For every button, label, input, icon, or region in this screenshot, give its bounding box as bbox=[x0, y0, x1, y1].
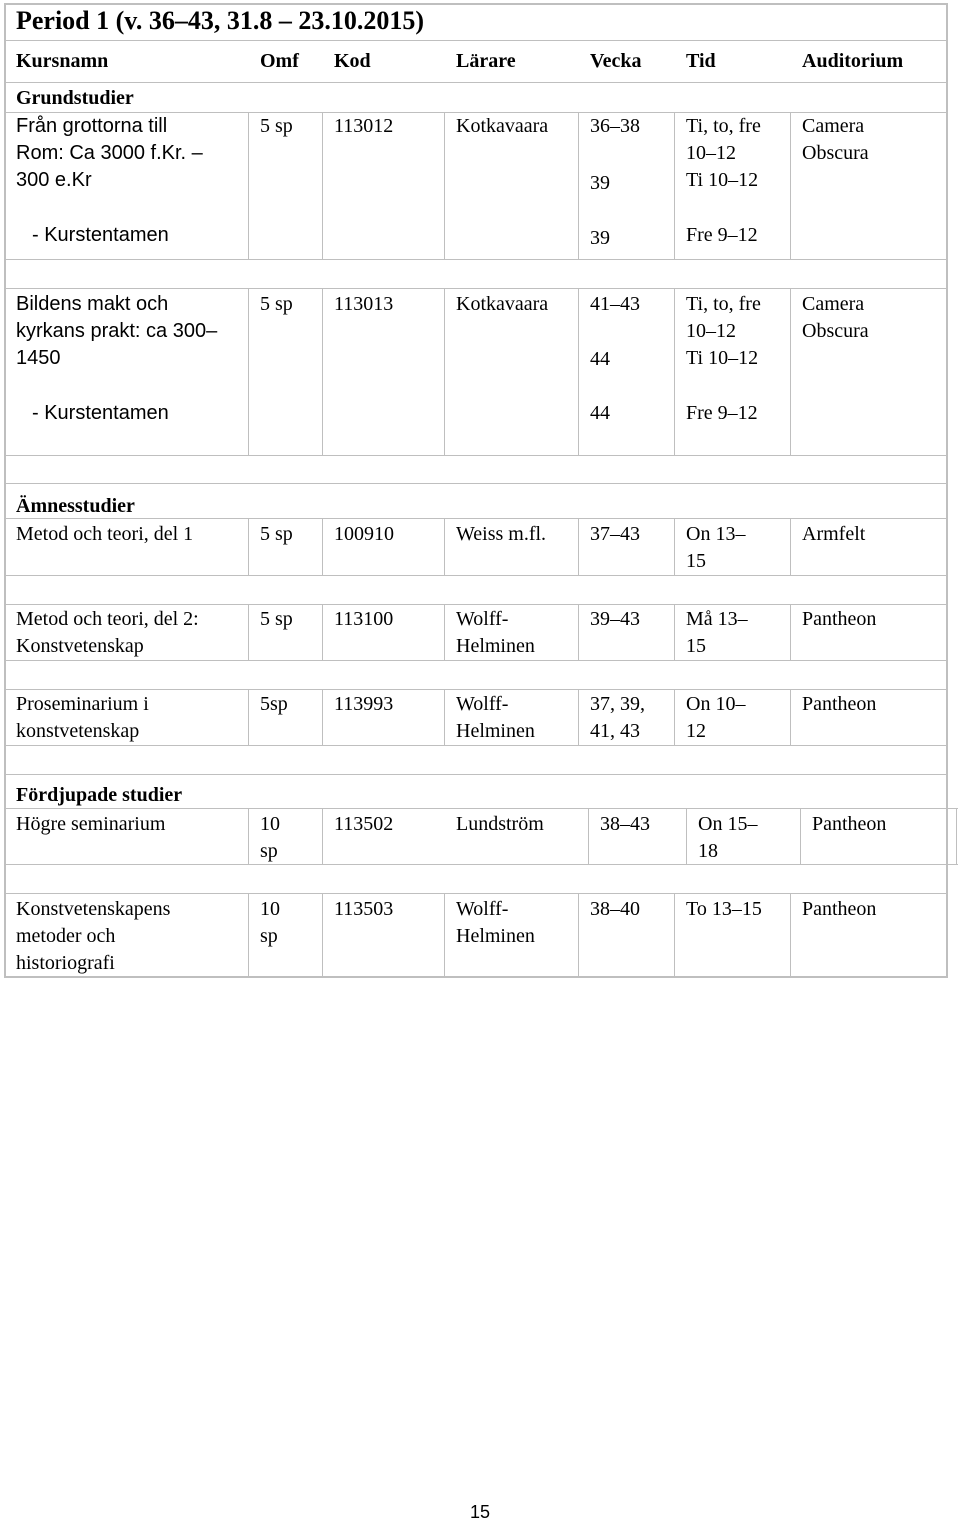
course-auditorium: Obscura bbox=[802, 320, 869, 342]
course-omf: 5 sp bbox=[260, 293, 293, 315]
exam-vecka: 44 bbox=[590, 402, 610, 424]
course-kod: 113502 bbox=[334, 813, 394, 835]
course-vecka: 37–43 bbox=[590, 523, 640, 545]
course-tid: Ti 10–12 bbox=[686, 347, 759, 369]
page-number: 15 bbox=[469, 1502, 491, 1522]
header-kursnamn: Kursnamn bbox=[16, 50, 109, 72]
course-omf: 5sp bbox=[260, 693, 288, 715]
exam-label: - Kurstentamen bbox=[32, 402, 169, 424]
exam-tid: Fre 9–12 bbox=[686, 402, 758, 424]
course-larare: Helminen bbox=[456, 925, 535, 947]
course-name-line: kyrkans prakt: ca 300– bbox=[16, 320, 218, 342]
course-omf: 10 bbox=[260, 813, 280, 835]
course-auditorium: Pantheon bbox=[802, 898, 877, 920]
section-fordjupade: Fördjupade studier bbox=[16, 784, 183, 806]
course-kod: 113993 bbox=[334, 693, 394, 715]
course-name-line: Konstvetenskap bbox=[16, 635, 144, 657]
section-grundstudier: Grundstudier bbox=[16, 87, 134, 109]
course-vecka: 41–43 bbox=[590, 293, 640, 315]
course-kod: 113013 bbox=[334, 293, 394, 315]
page-title: Period 1 (v. 36–43, 31.8 – 23.10.2015) bbox=[16, 6, 425, 35]
course-larare: Helminen bbox=[456, 720, 535, 742]
course-larare: Weiss m.fl. bbox=[456, 523, 547, 545]
course-name-line: 1450 bbox=[16, 347, 61, 369]
course-kod: 113503 bbox=[334, 898, 394, 920]
course-tid: 12 bbox=[686, 720, 706, 742]
course-tid: Må 13– bbox=[686, 608, 748, 630]
course-tid: On 13– bbox=[686, 523, 746, 545]
header-tid: Tid bbox=[686, 50, 716, 72]
course-auditorium: Armfelt bbox=[802, 523, 866, 545]
section-amnesstudier: Ämnesstudier bbox=[16, 495, 135, 517]
header-larare: Lärare bbox=[456, 50, 516, 72]
course-tid: 15 bbox=[686, 635, 706, 657]
course-vecka: 39 bbox=[590, 172, 610, 194]
course-larare: Wolff- bbox=[456, 898, 509, 920]
course-vecka: 44 bbox=[590, 348, 610, 370]
course-omf: sp bbox=[260, 925, 278, 947]
course-tid: On 10– bbox=[686, 693, 746, 715]
course-name-line: Metod och teori, del 2: bbox=[16, 608, 199, 630]
header-omf: Omf bbox=[260, 50, 299, 72]
exam-label: - Kurstentamen bbox=[32, 224, 169, 246]
header-vecka: Vecka bbox=[590, 50, 642, 72]
course-larare: Wolff- bbox=[456, 608, 509, 630]
course-tid: 10–12 bbox=[686, 320, 736, 342]
course-vecka: 38–43 bbox=[600, 813, 650, 835]
course-name-line: 300 e.Kr bbox=[16, 169, 92, 191]
course-larare: Lundström bbox=[456, 813, 544, 835]
course-omf: sp bbox=[260, 840, 278, 862]
course-auditorium: Pantheon bbox=[802, 693, 877, 715]
course-tid: Ti, to, fre bbox=[686, 293, 761, 315]
course-vecka: 39–43 bbox=[590, 608, 640, 630]
course-auditorium: Pantheon bbox=[802, 608, 877, 630]
course-tid: 18 bbox=[698, 840, 718, 862]
course-tid: Ti 10–12 bbox=[686, 169, 759, 191]
course-larare: Kotkavaara bbox=[456, 293, 549, 315]
course-auditorium: Pantheon bbox=[812, 813, 887, 835]
course-larare: Kotkavaara bbox=[456, 115, 549, 137]
header-kod: Kod bbox=[334, 50, 371, 72]
course-name-line: Proseminarium i bbox=[16, 693, 149, 715]
course-kod: 113100 bbox=[334, 608, 394, 630]
course-tid: 15 bbox=[686, 550, 706, 572]
course-larare: Helminen bbox=[456, 635, 535, 657]
exam-tid: Fre 9–12 bbox=[686, 224, 758, 246]
course-name-line: historiografi bbox=[16, 952, 115, 974]
course-vecka: 41, 43 bbox=[590, 720, 640, 742]
course-vecka: 36–38 bbox=[590, 115, 640, 137]
header-auditorium: Auditorium bbox=[802, 50, 904, 72]
course-name-line: Från grottorna till bbox=[16, 115, 168, 137]
exam-vecka: 39 bbox=[590, 227, 610, 249]
course-omf: 5 sp bbox=[260, 115, 293, 137]
course-name-line: Konstvetenskapens bbox=[16, 898, 171, 920]
course-kod: 100910 bbox=[334, 523, 394, 545]
course-name-line: konstvetenskap bbox=[16, 720, 140, 742]
course-omf: 5 sp bbox=[260, 523, 293, 545]
course-name-line: Högre seminarium bbox=[16, 813, 166, 835]
course-name-line: Bildens makt och bbox=[16, 293, 169, 315]
course-name-line: Rom: Ca 3000 f.Kr. – bbox=[16, 142, 203, 164]
course-tid: To 13–15 bbox=[686, 898, 762, 920]
course-auditorium: Obscura bbox=[802, 142, 869, 164]
course-larare: Wolff- bbox=[456, 693, 509, 715]
course-kod: 113012 bbox=[334, 115, 394, 137]
course-tid: Ti, to, fre bbox=[686, 115, 761, 137]
course-auditorium: Camera bbox=[802, 293, 865, 315]
course-name-line: metoder och bbox=[16, 925, 116, 947]
course-vecka: 38–40 bbox=[590, 898, 640, 920]
course-vecka: 37, 39, bbox=[590, 693, 645, 715]
course-omf: 10 bbox=[260, 898, 280, 920]
course-name-line: Metod och teori, del 1 bbox=[16, 523, 194, 545]
course-tid: 10–12 bbox=[686, 142, 736, 164]
course-omf: 5 sp bbox=[260, 608, 293, 630]
course-tid: On 15– bbox=[698, 813, 758, 835]
course-auditorium: Camera bbox=[802, 115, 865, 137]
